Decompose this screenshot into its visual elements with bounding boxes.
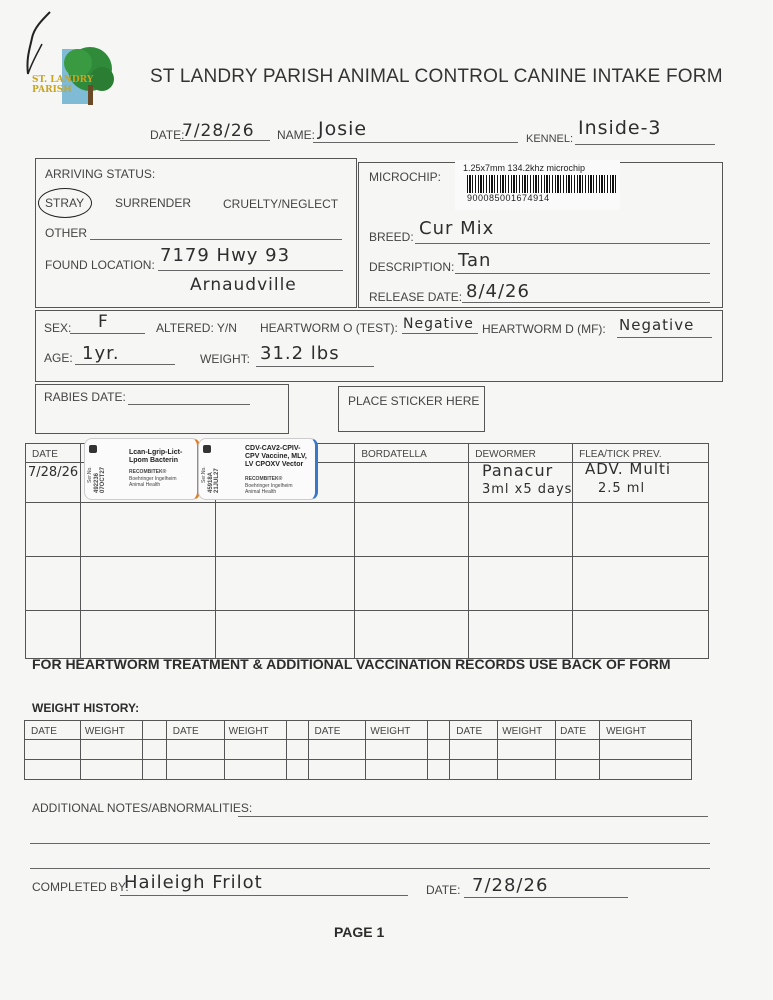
wh-header-weight: WEIGHT xyxy=(600,721,692,740)
sticker-maker: Boehringer Ingelheim Animal Health xyxy=(245,483,293,495)
rabies-date-label: RABIES DATE: xyxy=(44,390,126,404)
wh-header-weight: WEIGHT xyxy=(224,721,286,740)
description-line xyxy=(455,273,710,274)
wh-header-date: DATE xyxy=(166,721,224,740)
release-date-line xyxy=(462,302,710,303)
kennel-value[interactable]: Inside-3 xyxy=(578,117,662,139)
sticker-lot: 492236 07OCT27 xyxy=(94,466,106,493)
vaccine-row xyxy=(26,557,709,611)
release-date-value[interactable]: 8/4/26 xyxy=(466,281,530,302)
form-title: ST LANDRY PARISH ANIMAL CONTROL CANINE INTAKE FORM xyxy=(150,66,723,87)
intake-date[interactable]: 7/28/26 xyxy=(182,121,255,141)
age-value[interactable]: 1yr. xyxy=(82,343,120,364)
weight-value[interactable]: 31.2 lbs xyxy=(260,343,340,364)
completed-by-label: COMPLETED BY: xyxy=(32,880,129,894)
status-option-stray[interactable]: STRAY xyxy=(45,196,85,210)
footer-date-value[interactable]: 7/28/26 xyxy=(472,875,549,896)
wh-spacer xyxy=(286,721,308,740)
sex-value[interactable]: F xyxy=(98,312,109,332)
wh-header-date: DATE xyxy=(25,721,81,740)
weight-line xyxy=(256,366,374,367)
heartworm-o-line xyxy=(402,333,478,334)
place-sticker-box xyxy=(338,386,485,432)
description-label: DESCRIPTION: xyxy=(369,260,455,274)
other-label: OTHER xyxy=(45,226,87,240)
date-label: DATE: xyxy=(150,128,185,142)
notes-line-1[interactable] xyxy=(238,816,708,817)
footer-date-line xyxy=(464,897,628,898)
name-line xyxy=(313,142,518,143)
dewormer-value-1: Panacur xyxy=(482,461,554,480)
wh-header-date: DATE xyxy=(450,721,498,740)
sticker-lot: 45918A 21JUL27 xyxy=(208,468,220,493)
sticker-logo-icon xyxy=(203,445,211,453)
microchip-number: 900085001674914 xyxy=(467,193,550,203)
vaccine-sticker-distemper xyxy=(198,438,318,500)
vaccine-date-cell[interactable]: 7/28/26 xyxy=(26,463,81,503)
sticker-maker: Boehringer Ingelheim Animal Health xyxy=(129,476,177,488)
status-option-cruelty[interactable]: CRUELTY/NEGLECT xyxy=(223,197,339,211)
other-line[interactable] xyxy=(90,239,342,240)
sticker-logo-icon xyxy=(89,445,97,453)
found-location-line1[interactable]: 7179 Hwy 93 xyxy=(160,245,291,266)
vaccine-sticker-lepto xyxy=(84,438,200,500)
sticker-ser-label: Ser.No. xyxy=(201,466,207,483)
notes-line-2[interactable] xyxy=(30,843,710,844)
microchip-sticker xyxy=(455,160,620,210)
vaccine-row xyxy=(26,503,709,557)
sticker-brand: RECOMBITEK® xyxy=(245,476,283,482)
parish-logo xyxy=(32,45,122,115)
completed-by-line xyxy=(120,895,408,896)
vaccine-header-date: DATE xyxy=(26,444,81,463)
wh-header-date: DATE xyxy=(556,721,600,740)
sex-label: SEX: xyxy=(44,321,72,335)
age-line xyxy=(75,364,175,365)
kennel-line xyxy=(575,144,715,145)
wh-header-weight: WEIGHT xyxy=(498,721,556,740)
description-value[interactable]: Tan xyxy=(458,250,492,271)
status-option-surrender[interactable]: SURRENDER xyxy=(115,196,192,210)
wh-header-date: DATE xyxy=(308,721,366,740)
additional-notes-label: ADDITIONAL NOTES/ABNORMALITIES: xyxy=(32,801,253,815)
kennel-label: KENNEL: xyxy=(526,133,574,145)
notes-line-3[interactable] xyxy=(30,868,710,869)
sticker-brand: RECOMBITEK® xyxy=(129,469,167,475)
vaccine-header-flea: FLEA/TICK PREV. xyxy=(573,444,709,463)
bordatella-cell[interactable] xyxy=(355,463,469,503)
place-sticker-label: PLACE STICKER HERE xyxy=(348,394,480,408)
release-date-label: RELEASE DATE: xyxy=(369,290,463,304)
heartworm-o-value[interactable]: Negative xyxy=(403,316,474,332)
found-location-label: FOUND LOCATION: xyxy=(45,258,155,272)
weight-label: WEIGHT: xyxy=(200,352,250,366)
flea-value-1: ADV. Multi xyxy=(585,460,672,478)
logo-text: ST. LANDRY PARISH xyxy=(32,75,94,95)
breed-line xyxy=(415,243,710,244)
wh-header-weight: WEIGHT xyxy=(366,721,428,740)
dog-name[interactable]: Josie xyxy=(318,118,368,140)
dewormer-value-2: 3ml x5 days xyxy=(482,482,573,497)
flea-value-2: 2.5 ml xyxy=(598,481,646,496)
back-of-form-notice: FOR HEARTWORM TREATMENT & ADDITIONAL VACCINATION RECORDS USE BACK OF FORM xyxy=(32,656,671,672)
weight-history-table xyxy=(24,720,692,780)
altered-label: ALTERED: Y/N xyxy=(156,321,237,335)
wh-row[interactable] xyxy=(25,740,692,760)
wh-header-weight: WEIGHT xyxy=(80,721,142,740)
sex-line xyxy=(70,333,145,334)
heartworm-o-label: HEARTWORM O (TEST): xyxy=(260,321,398,335)
vaccine-header-dewormer: DEWORMER xyxy=(469,444,573,463)
wh-spacer xyxy=(142,721,166,740)
completed-by-value[interactable]: Haileigh Frilot xyxy=(124,872,263,893)
wh-spacer xyxy=(428,721,450,740)
vaccine-header-bordatella: BORDATELLA xyxy=(355,444,469,463)
breed-label: BREED: xyxy=(369,230,414,244)
microchip-sticker-text: 1.25x7mm 134.2khz microchip xyxy=(463,163,586,173)
page-number: PAGE 1 xyxy=(334,924,385,940)
sticker-ser-label: Ser.No. xyxy=(87,466,93,483)
vaccine-row xyxy=(26,611,709,659)
sticker-title: CDV-CAV2-CPIV-CPV Vaccine, MLV, LV CPOXV Vector xyxy=(245,445,307,468)
breed-value[interactable]: Cur Mix xyxy=(419,218,495,239)
sticker-title: Lcan-Lgrip-Lict-Lpom Bacterin xyxy=(129,449,183,464)
rabies-date-line[interactable] xyxy=(128,404,250,405)
heartworm-d-line xyxy=(617,337,712,338)
barcode-icon xyxy=(467,175,617,193)
name-label: NAME: xyxy=(277,128,316,142)
heartworm-d-label: HEARTWORM D (MF): xyxy=(482,322,606,336)
microchip-label: MICROCHIP: xyxy=(369,170,441,184)
found-location-line2[interactable]: Arnaudville xyxy=(190,275,297,295)
heartworm-d-value[interactable]: Negative xyxy=(619,316,695,334)
arriving-status-label: ARRIVING STATUS: xyxy=(45,167,156,181)
footer-date-label: DATE: xyxy=(426,883,461,897)
weight-history-label: WEIGHT HISTORY: xyxy=(32,701,140,715)
wh-row[interactable] xyxy=(25,760,692,780)
found-location-line xyxy=(158,270,343,271)
age-label: AGE: xyxy=(44,351,73,365)
